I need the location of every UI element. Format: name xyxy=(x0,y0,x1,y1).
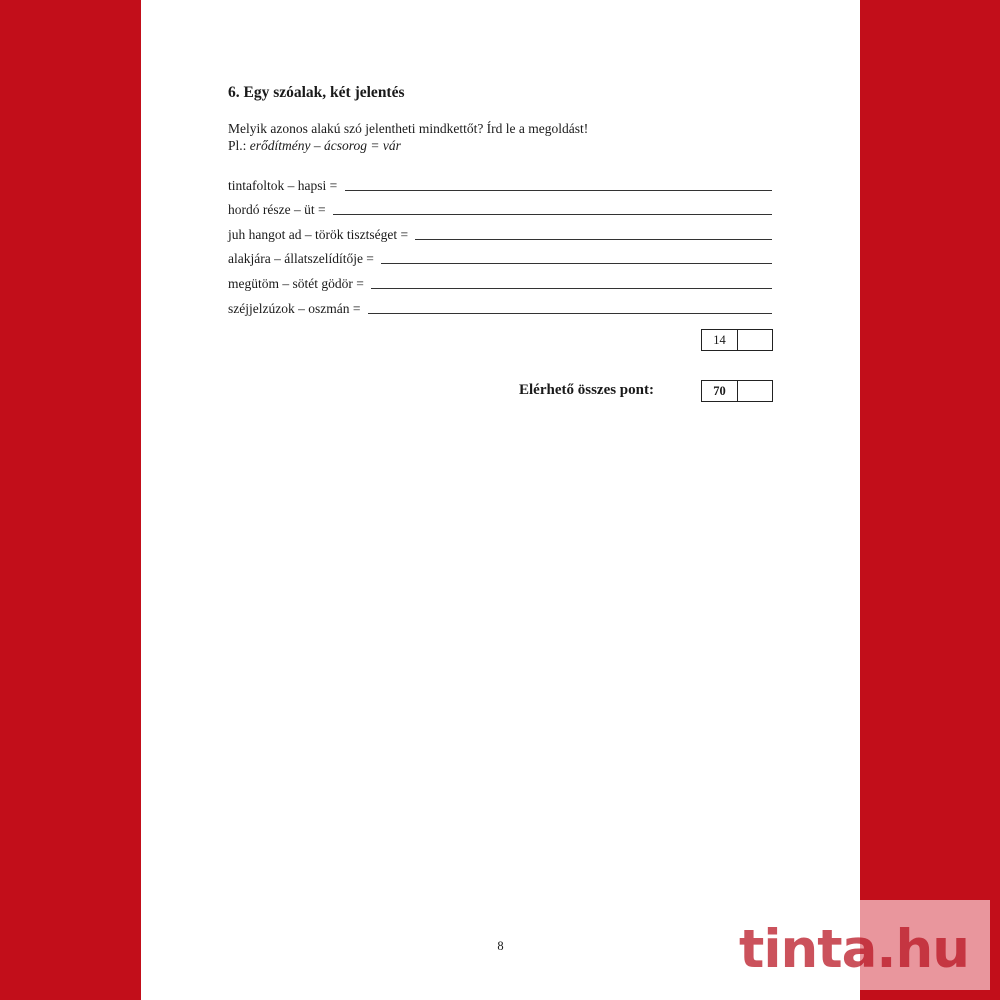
watermark-logo: tinta.hu xyxy=(739,919,969,980)
answer-row xyxy=(228,267,772,292)
answer-prompt: juh hangot ad – török tisztséget = xyxy=(228,226,412,242)
answer-row xyxy=(228,218,772,243)
answer-row xyxy=(228,292,772,317)
answer-prompt: széjjelzúzok – oszmán = xyxy=(228,300,364,316)
example-line xyxy=(228,137,588,154)
answer-blank[interactable] xyxy=(381,262,772,264)
answer-blank[interactable] xyxy=(333,213,772,215)
section-title: 6. Egy szóalak, két jelentés xyxy=(228,84,405,101)
page-number: 8 xyxy=(497,939,504,953)
answer-blank[interactable] xyxy=(345,189,772,191)
instruction-text: Melyik azonos alakú szó jelentheti mindkettőt? Írd le a megoldást! xyxy=(228,121,589,136)
answer-blank[interactable] xyxy=(371,287,772,289)
section-score-box xyxy=(701,329,773,351)
answer-prompt: megütöm – sötét gödör = xyxy=(228,275,368,291)
total-max-points: 70 xyxy=(713,383,726,398)
answer-row xyxy=(228,243,772,268)
worksheet-page xyxy=(141,0,860,1000)
answer-prompt: tintafoltok – hapsi = xyxy=(228,177,341,193)
total-points-label: Elérhető összes pont: xyxy=(519,382,654,398)
example-text: erődítmény – ácsorog = vár xyxy=(249,138,401,153)
answer-list xyxy=(228,169,772,317)
answer-prompt: alakjára – állatszelídítője = xyxy=(228,251,378,267)
answer-blank[interactable] xyxy=(368,312,772,314)
example-prefix: Pl.: xyxy=(228,138,250,153)
answer-row xyxy=(228,169,772,194)
section-earned-points[interactable] xyxy=(737,330,772,350)
instructions xyxy=(228,120,588,154)
total-earned-points[interactable] xyxy=(737,381,772,401)
total-score-box xyxy=(701,380,773,402)
answer-prompt: hordó része – üt = xyxy=(228,202,329,218)
answer-row xyxy=(228,194,772,219)
answer-blank[interactable] xyxy=(415,238,772,240)
section-max-points: 14 xyxy=(713,332,726,347)
